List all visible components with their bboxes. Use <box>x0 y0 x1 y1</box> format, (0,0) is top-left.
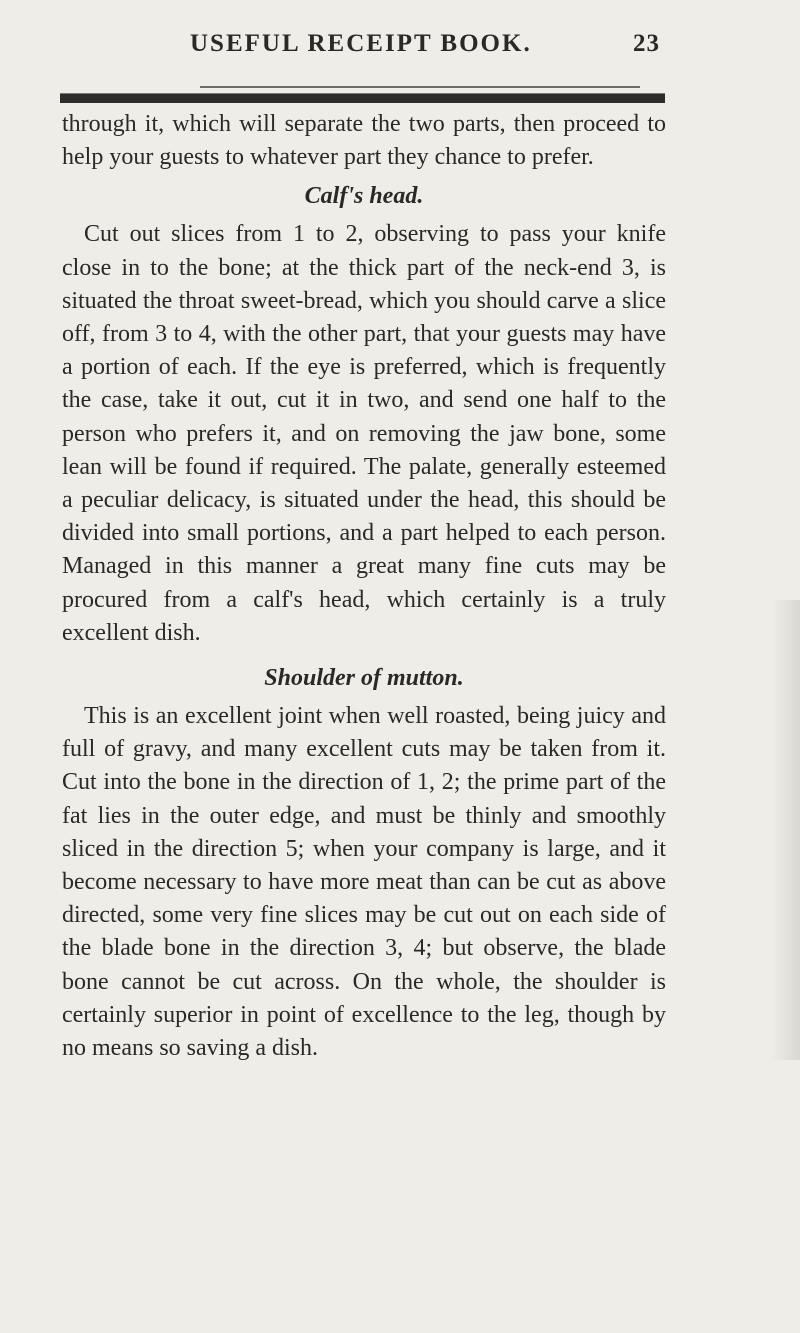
opening-paragraph: through it, which will separate the two parts, then proceed to help your guests to whatever part they chance to prefer. <box>62 111 666 171</box>
header-rule-thin <box>200 86 640 88</box>
running-title: USEFUL RECEIPT BOOK. <box>190 30 532 57</box>
running-head <box>190 30 660 66</box>
page-edge-shadow <box>772 600 800 1060</box>
section-text-shoulder-of-mutton: This is an excellent joint when well roasted, being juicy and full of gravy, and many excellent cuts may be taken from it. Cut into the bone in the direction of 1, 2; the prime part of the fat lies in the outer edge, and must be thinly and smoothly sliced in the direction 5; when your company is large, and it become necessary to have more meat than can be cut as above directed, some very fine slices may be cut out on each side of the blade bone in the direction 3, 4; but observe, the blade bone cannot be cut across. On the whole, the shoulder is certainly superior in point of excellence to the leg, though by no means so saving a dish. <box>62 703 666 1062</box>
header-rule <box>60 93 665 103</box>
section-heading-calfs-head: Calf's head. <box>304 183 424 210</box>
section-text-calfs-head: Cut out slices from 1 to 2, observing to pass your knife close in to the bone; at the thick part of the neck-end 3, is situated the throat sweet-bread, which you should carve a slice off, from 3 to 4, with the other part, that your guests may have a portion of each. If the eye is preferred, which is frequently the case, take it out, cut it in two, and send one half to the person who prefers it, and on removing the jaw bone, some lean will be found if required. The palate, generally esteemed a peculiar delicacy, is situated under the head, this should be divided into small portions, and a part helped to each person. Managed in this manner a great many fine cuts may be procured from a calf's head, which certainly is a truly excellent dish. <box>62 221 666 646</box>
section-heading-shoulder-of-mutton: Shoulder of mutton. <box>264 665 464 692</box>
page-number: 23 <box>633 30 660 57</box>
body-text <box>62 108 666 1065</box>
